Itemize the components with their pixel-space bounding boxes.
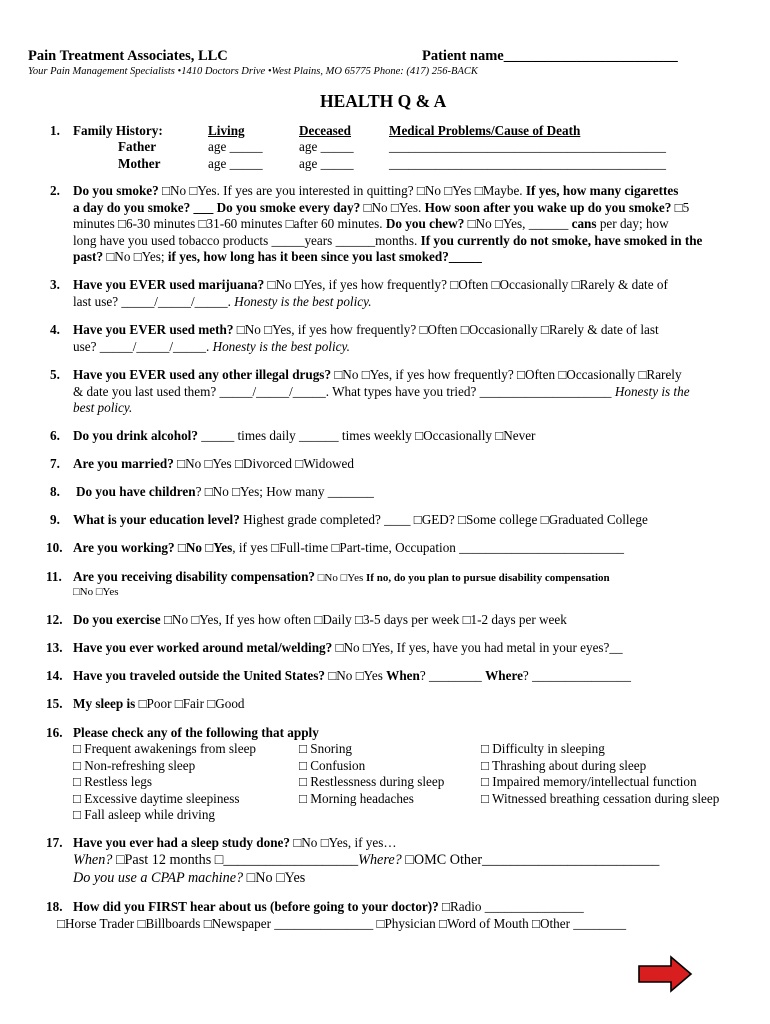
family-history-label: Family History: [73,123,163,138]
medical-header: Medical Problems/Cause of Death [389,123,581,138]
mother-deceased-age[interactable]: age _____ [299,156,354,171]
sleep-option[interactable]: □ Confusion [299,757,366,773]
question-number: 5. [50,367,60,382]
question-number: 3. [50,277,60,292]
q11-line-2[interactable]: □No □Yes [73,586,119,598]
sleep-option[interactable]: □ Non-refreshing sleep [73,757,196,773]
question-number: 6. [50,428,60,443]
q18-line-1[interactable]: How did you FIRST hear about us (before going to your doctor)? □Radio _______________ [73,899,584,914]
q3-line-1[interactable]: Have you EVER used marijuana? □No □Yes, if yes how frequently? □Often □Occasionally □Rarely & date of [73,277,668,292]
mother-label: Mother [118,156,161,171]
sleep-option[interactable]: □ Excessive daytime sleepiness [73,790,240,806]
q15-line[interactable]: My sleep is □Poor □Fair □Good [73,696,245,711]
question-number: 2. [50,183,60,198]
living-header: Living [208,123,245,138]
q9-line[interactable]: What is your education level? Highest grade completed? ____ □GED? □Some college □Graduated College [73,512,648,527]
question-number: 4. [50,322,60,337]
question-number: 18. [46,899,63,914]
q13-line[interactable]: Have you ever worked around metal/welding? □No □Yes, If yes, have you had metal in your eyes?__ [73,640,623,655]
org-name: Pain Treatment Associates, LLC [28,48,228,64]
sleep-option[interactable]: □ Morning headaches [299,790,414,806]
q2-line-2[interactable]: a day do you smoke? ___ Do you smoke every day? □No □Yes. How soon after you wake up do you smoke? □5 [73,199,690,215]
q6-line[interactable]: Do you drink alcohol? _____ times daily ______ times weekly □Occasionally □Never [73,428,536,443]
q18-line-2[interactable]: □Horse Trader □Billboards □Newspaper _______________ □Physician □Word of Mouth □Other ________ [57,915,627,931]
q11-line-1[interactable]: Are you receiving disability compensation? □No □Yes If no, do you plan to pursue disability compensation [73,569,610,584]
q2-line-4[interactable]: long have you used tobacco products _____years ______months. If you currently do not smoke, have smoked in the [73,232,703,248]
q5-line-1[interactable]: Have you EVER used any other illegal drugs? □No □Yes, if yes how frequently? □Often □Occasionally □Rarely [73,367,682,382]
q5-line-2[interactable]: & date you last used them? _____/_____/_____. What types have you tried? ____________________ Honesty is the [73,383,690,399]
sleep-option[interactable]: □ Impaired memory/intellectual function [481,774,697,789]
next-page-arrow-icon[interactable] [637,955,693,993]
q5-line-3: best policy. [73,400,133,415]
sleep-option[interactable]: □ Fall asleep while driving [73,807,216,822]
question-number: 15. [46,696,63,711]
mother-living-age[interactable]: age _____ [208,156,263,171]
q4-line-1[interactable]: Have you EVER used meth? □No □Yes, if yes how frequently? □Often □Occasionally □Rarely & date of last [73,322,659,337]
q12-line[interactable]: Do you exercise □No □Yes, If yes how often □Daily □3-5 days per week □1-2 days per week [73,612,567,627]
father-medical-line[interactable]: __________________________________________ [389,139,666,154]
q17-line-1[interactable]: Have you ever had a sleep study done? □No □Yes, if yes… [73,835,397,850]
father-deceased-age[interactable]: age _____ [299,139,354,154]
q2-line-3[interactable]: minutes □6-30 minutes □31-60 minutes □after 60 minutes. Do you chew? □No □Yes, ______ cans per day; how [73,216,669,231]
sleep-option[interactable]: □ Restlessness during sleep [299,774,445,789]
q2-line-5[interactable]: past? □No □Yes; if yes, how long has it been since you last smoked?_____ [73,249,482,264]
question-number: 1. [50,123,60,138]
sleep-option[interactable]: □ Thrashing about during sleep [481,757,647,773]
q17-line-2[interactable]: When? □Past 12 months □___________________Where? □OMC Other_________________________ [73,852,660,868]
question-number: 16. [46,725,63,740]
q10-line[interactable]: Are you working? □No □Yes, if yes □Full-time □Part-time, Occupation _________________________ [73,540,625,555]
q14-line[interactable]: Have you traveled outside the United States? □No □Yes When? ________ Where? _______________ [73,668,631,683]
q16-heading: Please check any of the following that apply [73,725,319,740]
deceased-header: Deceased [299,123,351,138]
question-number: 12. [46,612,63,627]
sleep-option[interactable]: □ Restless legs [73,774,153,789]
tagline: Your Pain Management Specialists •1410 Doctors Drive •West Plains, MO 65775 Phone: (417) 256-BACK [28,66,478,77]
question-number: 14. [46,668,63,683]
question-number: 10. [46,540,63,555]
q7-line[interactable]: Are you married? □No □Yes □Divorced □Widowed [73,456,355,471]
question-number: 11. [46,569,62,584]
father-label: Father [118,139,157,154]
sleep-option[interactable]: □ Snoring [299,741,353,756]
page-title: HEALTH Q & A [320,91,447,111]
question-number: 7. [50,456,60,471]
q17-line-3[interactable]: Do you use a CPAP machine? □No □Yes [73,869,306,886]
q2-line-1[interactable]: Do you smoke? □No □Yes. If yes are you interested in quitting? □No □Yes □Maybe. If yes, how many cigarettes [73,183,679,198]
q4-line-2[interactable]: use? _____/_____/_____. Honesty is the best policy. [73,338,350,354]
sleep-option[interactable]: □ Witnessed breathing cessation during sleep [481,790,720,806]
sleep-option[interactable]: □ Difficulty in sleeping [481,741,605,756]
question-number: 13. [46,640,63,655]
q8-line[interactable]: Do you have children? □No □Yes; How many _______ [76,484,374,499]
question-number: 9. [50,512,60,527]
mother-medical-line[interactable]: __________________________________________ [389,156,666,171]
sleep-option[interactable]: □ Frequent awakenings from sleep [73,741,257,756]
question-number: 17. [46,835,63,850]
father-living-age[interactable]: age _____ [208,139,263,154]
q3-line-2[interactable]: last use? _____/_____/_____. Honesty is the best policy. [73,293,372,309]
question-number: 8. [50,484,60,499]
patient-name-field[interactable]: Patient name________________________ [422,48,678,64]
